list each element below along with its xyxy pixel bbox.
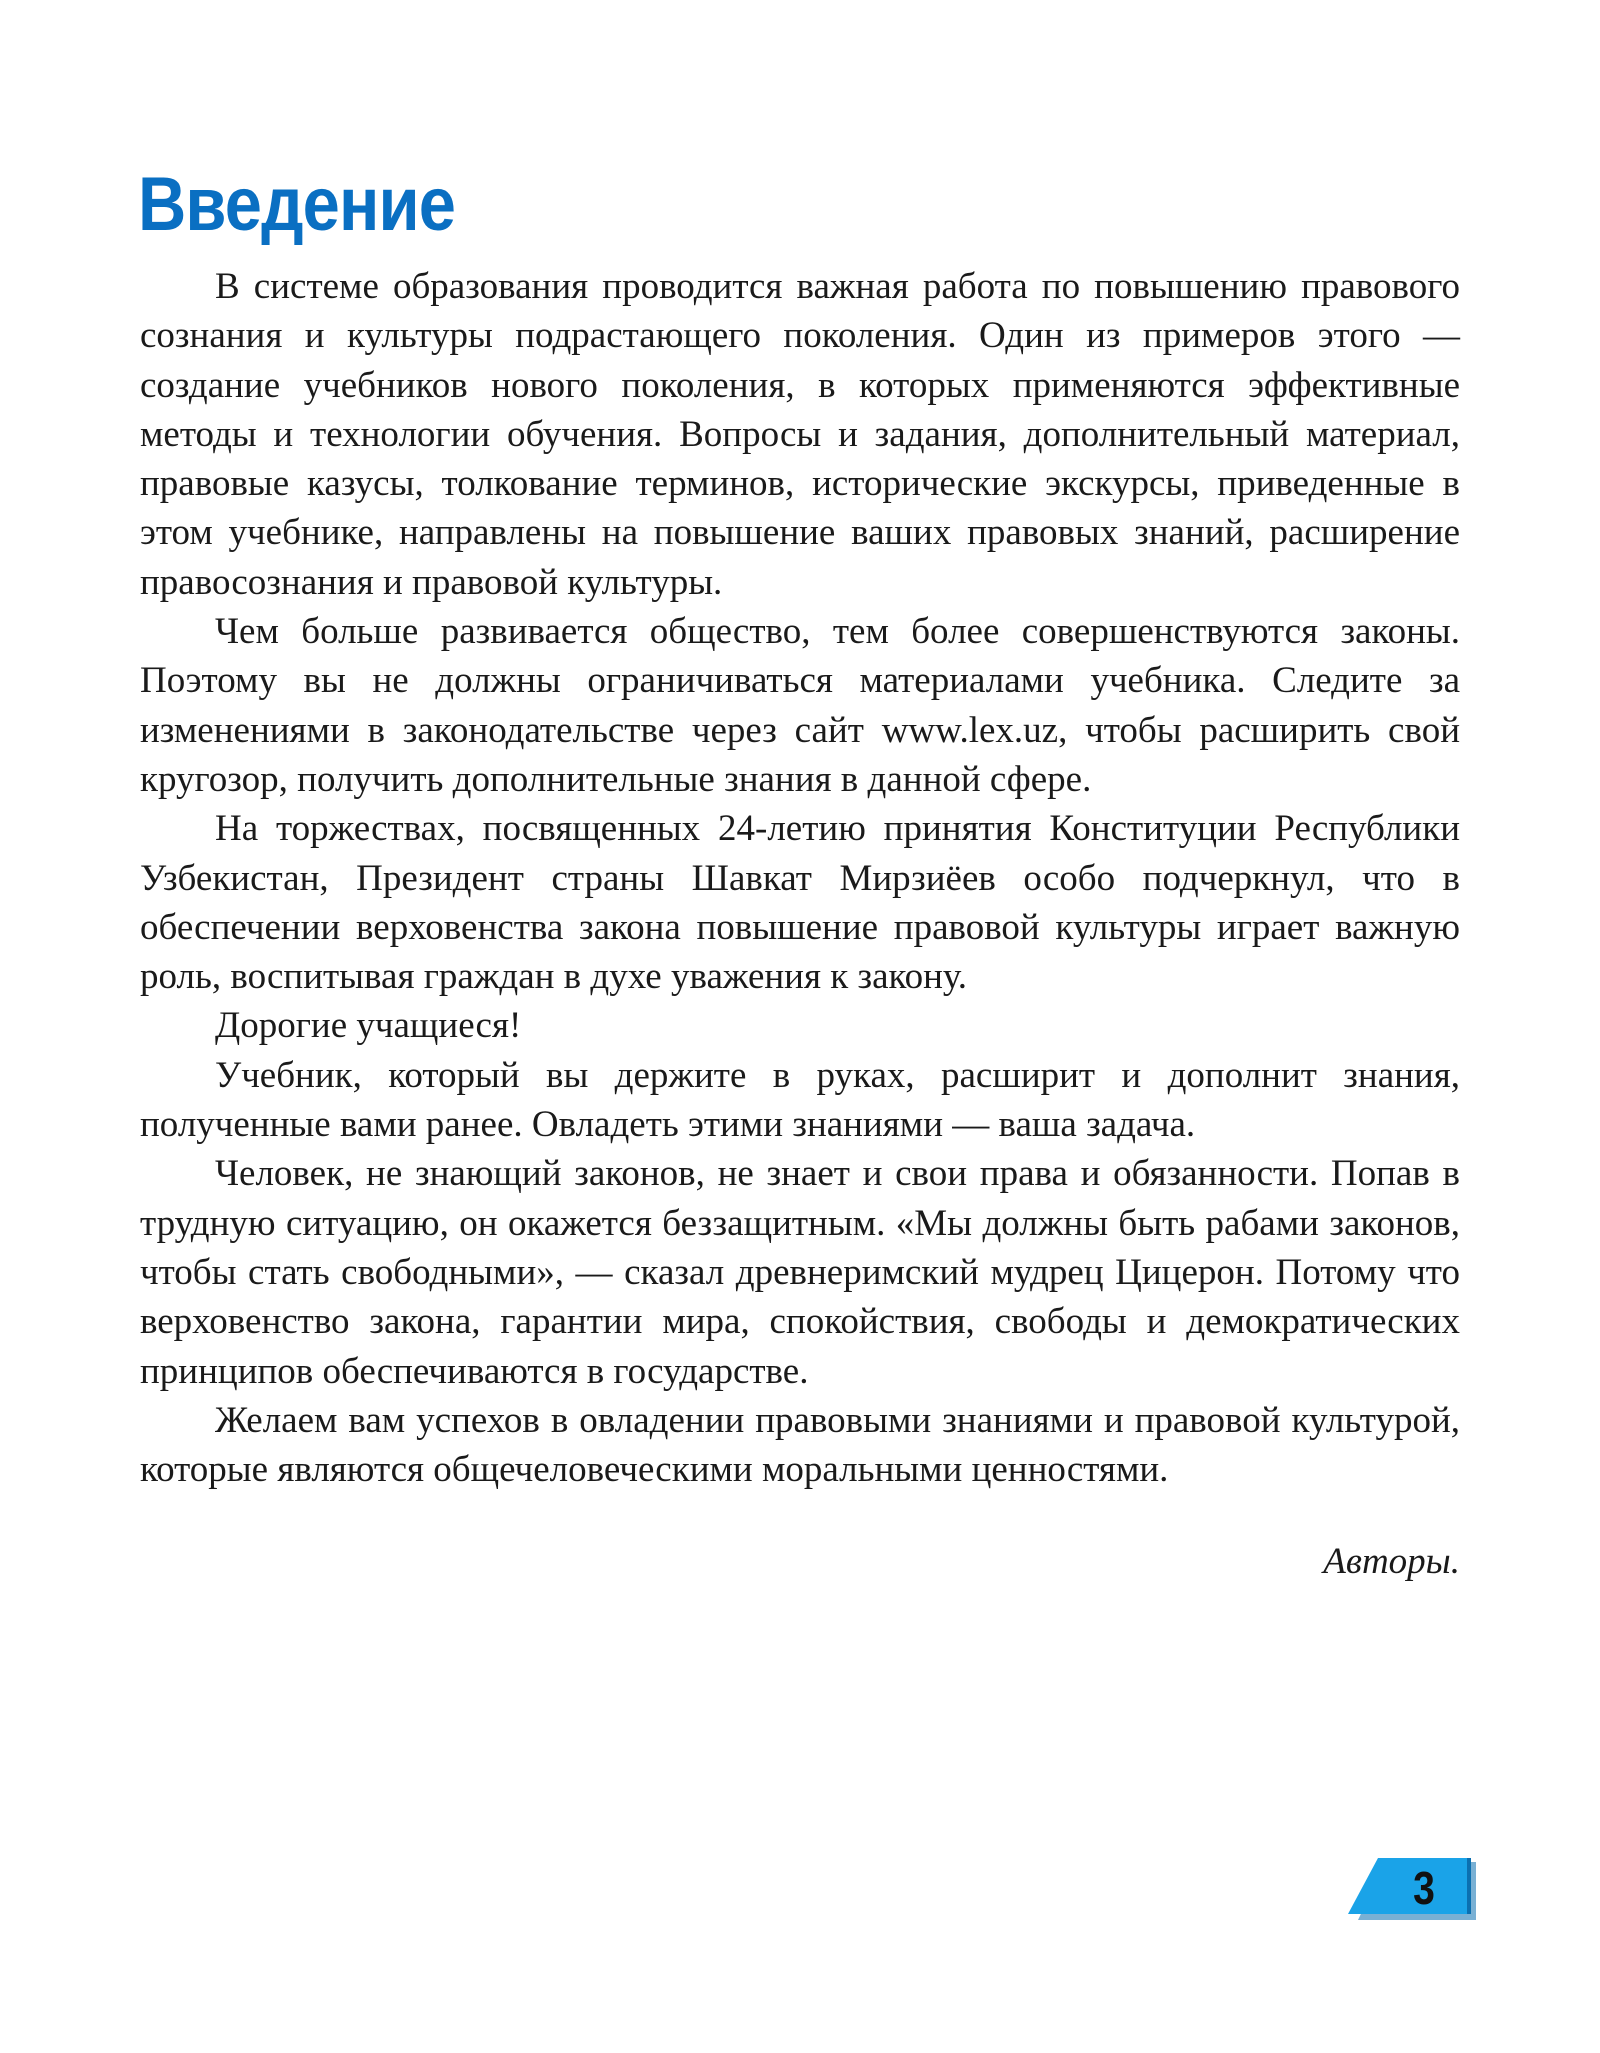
signature: Авторы.	[1323, 1541, 1460, 1583]
paragraph-greeting: Дорогие учащиеся!	[215, 1005, 522, 1047]
paragraph-1: В системе образования проводится важная работа по повышению правового сознания и культуры подрастающего поколения. Один из примеров этого — создание учебников нового поколения, в которых применяются эффективные методы и технологии обучения. Вопросы и задания, дополнительный материал, правовые казусы, толкование терминов, исторические экскурсы, приведенные в этом учебнике, направлены на повышение ваших правовых знаний, расширение правосознания и правовой культуры.	[140, 266, 1460, 603]
paragraph-5: Учебник, который вы держите в руках, расширит и дополнит знания, полученные вами ранее. Овладеть этими знаниями — ваша задача.	[140, 1054, 1460, 1146]
body-text	[140, 262, 1460, 1494]
page-number: 3	[1413, 1862, 1435, 1914]
paragraph-3: На торжествах, посвященных 24-летию принятия Конституции Республики Узбекистан, Президент страны Шавкат Мирзиёев особо подчеркнул, что в обеспечении верховенства закона повышение правовой культуры играет важную роль, воспитывая граждан в духе уважения к закону.	[140, 808, 1460, 998]
page-title: Введение	[138, 162, 456, 247]
paragraph-6: Человек, не знающий законов, не знает и свои права и обязанности. Попав в трудную ситуацию, он окажется беззащитным. «Мы должны быть рабами законов, чтобы стать свободными», — сказал древнеримский мудрец Цицерон. Потому что верховенство закона, гарантии мира, спокойствия, свободы и демократических принципов обеспечиваются в государстве.	[140, 1153, 1460, 1392]
paragraph-2: Чем больше развивается общество, тем более совершенствуются законы. Поэтому вы не должны ограничиваться материалами учебника. Следите за изменениями в законодательстве через сайт www.lex.uz, чтобы расширить свой кругозор, получить дополнительные знания в данной сфере.	[140, 611, 1460, 800]
page-content	[140, 160, 1460, 1586]
paragraph-7: Желаем вам успехов в овладении правовыми знаниями и правовой культурой, которые являются общечеловеческими моральными ценностями.	[140, 1399, 1460, 1491]
page-number-tab	[1348, 1858, 1476, 1920]
